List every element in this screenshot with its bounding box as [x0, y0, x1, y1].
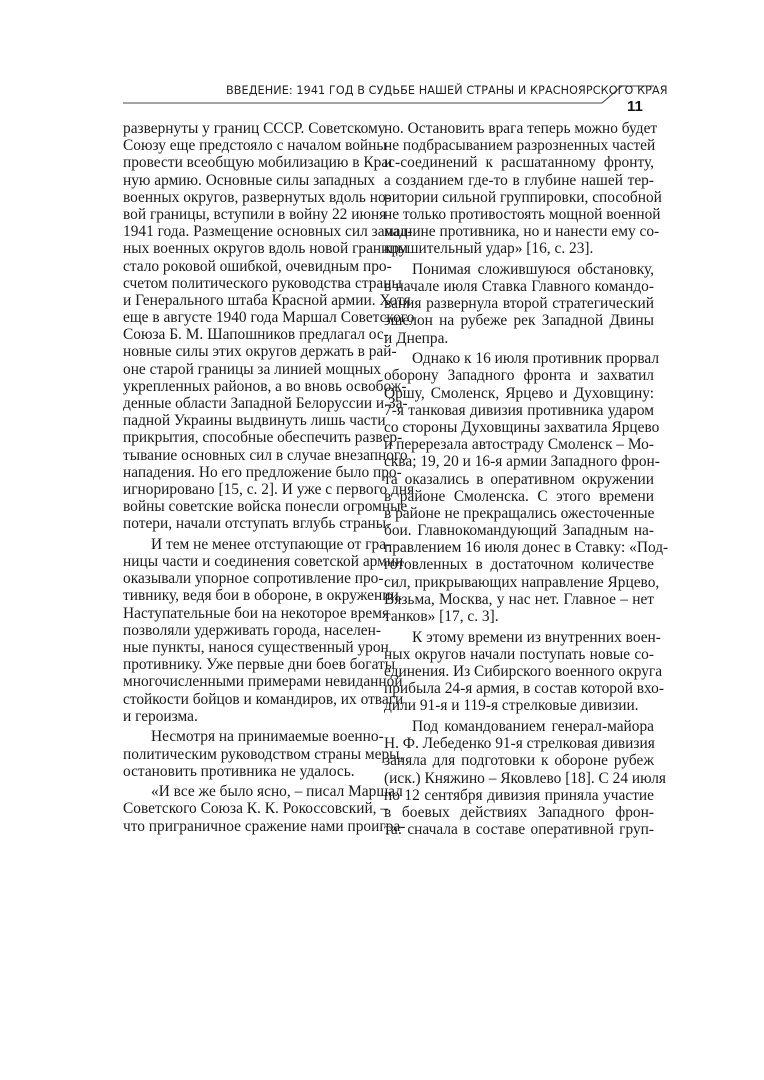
- text-line: в районе Смоленска. С этого времени: [384, 487, 654, 505]
- text-line: дили 91-я и 119-я стрелковые дивизии.: [384, 697, 639, 715]
- text-line: оказывали упорное сопротивление про-: [123, 570, 384, 588]
- text-line: ные пункты, нанося существенный урон: [123, 639, 389, 657]
- text-line: укрепленных районов, а во вновь освобож-: [123, 377, 407, 395]
- text-line: а созданием где-то в глубине нашей тер-: [384, 171, 654, 189]
- text-line: нападения. Но его предложение было про-: [123, 463, 402, 481]
- text-line: падной Украины выдвинуть лишь части: [123, 412, 386, 430]
- text-line: тывание основных сил в случае внезапного: [123, 446, 408, 464]
- text-line: войны советские войска понесли огромные: [123, 498, 408, 516]
- text-line: стойкости бойцов и командиров, их отваги: [123, 690, 404, 708]
- text-line: оборону Западного фронта и захватил: [384, 367, 654, 385]
- text-line: политическим руководством страны меры,: [123, 745, 404, 763]
- text-line: провести всеобщую мобилизацию в Крас-: [123, 154, 401, 172]
- text-line: прибыла 24-я армия, в состав которой вхо-: [384, 680, 664, 698]
- text-line: игнорировано [15, с. 2]. И уже с первого дня: [123, 480, 415, 498]
- paragraph: [123, 120, 415, 533]
- text-line: готовленных в достаточном количестве: [384, 556, 654, 574]
- text-line: по 12 сентября дивизия приняла участие: [384, 786, 654, 804]
- text-line: та: сначала в составе оперативной груп-: [384, 821, 654, 839]
- text-line: что приграничное сражение нами проигра-: [123, 817, 406, 835]
- text-line: в районе не прекращались ожесточенные: [384, 504, 655, 522]
- text-line: заняла для подготовки к обороне рубеж: [384, 752, 654, 770]
- text-line: стало роковой ошибкой, очевидным про-: [123, 257, 392, 275]
- text-line: единения. Из Сибирского военного округа: [384, 662, 663, 680]
- text-line: И тем не менее отступающие от гра-: [151, 535, 392, 553]
- text-line: сил, прикрывающих направление Ярцево,: [384, 573, 660, 591]
- text-line: Н. Ф. Лебеденко 91-я стрелковая дивизия: [384, 735, 655, 753]
- paragraph: [384, 717, 666, 839]
- text-line: оне старой границы за линией мощных: [123, 360, 382, 378]
- paragraph: [123, 728, 404, 780]
- paragraph: [384, 350, 669, 626]
- text-line: ных военных округов вдоль новой границы: [123, 240, 408, 258]
- text-line: машине противника, но и нанести ему со-: [384, 223, 660, 241]
- text-line: Союза Б. М. Шапошников предлагал ос-: [123, 326, 389, 344]
- running-head-title: ВВЕДЕНИЕ: 1941 ГОД В СУДЬБЕ НАШЕЙ СТРАНЫ И КРАСНОЯРСКОГО КРАЯ: [226, 84, 668, 97]
- text-line: развернуты у границ СССР. Советскому: [123, 120, 386, 137]
- text-line: позволяли удерживать города, населен-: [123, 621, 381, 639]
- text-line: и Днепра.: [384, 329, 449, 347]
- text-line: бои. Главнокомандующий Западным на-: [384, 522, 654, 540]
- text-line: сква; 19, 20 и 16-я армии Западного фрон-: [384, 453, 660, 471]
- paragraph: [123, 783, 406, 835]
- text-line: ритории сильной группировки, способной: [384, 188, 662, 206]
- text-line: и героизма.: [123, 707, 198, 725]
- text-line: счетом политического руководства страны: [123, 274, 402, 292]
- page-number: 11: [627, 98, 643, 115]
- text-column-left: [123, 120, 415, 838]
- text-line: Понимая сложившуюся обстановку,: [412, 260, 654, 278]
- text-line: вания развернула второй стратегический: [384, 295, 654, 313]
- text-line: ницы части и соединения советской армии: [123, 553, 404, 571]
- text-line: «И все же было ясно, – писал Маршал: [151, 783, 403, 801]
- text-line: еще в августе 1940 года Маршал Советского: [123, 309, 415, 327]
- text-line: К этому времени из внутренних воен-: [412, 628, 661, 646]
- paragraph: [384, 628, 664, 715]
- text-column-right: [384, 120, 669, 842]
- text-line: многочисленными примерами невиданной: [123, 673, 403, 691]
- text-line: в боевых действиях Западного фрон-: [384, 803, 654, 821]
- paragraph: [384, 261, 654, 347]
- text-line: остановить противника не удалось.: [123, 762, 355, 780]
- text-line: Вязьма, Москва, у нас нет. Главное – нет: [384, 590, 654, 608]
- text-line: Однако к 16 июля противник прорвал: [412, 350, 660, 368]
- text-line: та оказались в оперативном окружении: [384, 470, 654, 488]
- text-line: прикрытия, способные обеспечить развер-: [123, 429, 403, 447]
- text-line: военных округов, развернутых вдоль но-: [123, 188, 391, 206]
- text-line: не только противостоять мощной военной: [384, 205, 661, 223]
- text-line: и перерезала автостраду Смоленск – Мо-: [384, 436, 654, 454]
- text-line: Советского Союза К. К. Рокоссовский, –: [123, 800, 389, 818]
- text-line: ных округов начали поступать новые со-: [384, 645, 654, 663]
- paragraph: [384, 120, 662, 258]
- text-line: крушительный удар» [16, с. 23].: [384, 240, 594, 258]
- text-line: (иск.) Княжино – Яковлево [18]. С 24 июля: [384, 769, 666, 787]
- text-line: но. Остановить врага теперь можно будет: [384, 120, 658, 137]
- text-line: правлением 16 июля донес в Ставку: «Под-: [384, 539, 669, 557]
- text-line: Под командованием генерал-майора: [412, 717, 654, 735]
- text-line: денные области Западной Белоруссии и За-: [123, 395, 408, 412]
- text-line: со стороны Духовщины захватила Ярцево: [384, 418, 660, 436]
- text-line: вой границы, вступили в войну 22 июня: [123, 205, 387, 223]
- text-line: новные силы этих округов держать в рай-: [123, 343, 397, 361]
- text-line: Оршу, Смоленск, Ярцево и Духовщину:: [384, 384, 654, 402]
- text-line: 1941 года. Размещение основных сил запад-: [123, 223, 413, 241]
- text-line: Союзу еще предстояло с началом войны: [123, 137, 387, 155]
- text-line: ную армию. Основные силы западных: [123, 171, 375, 189]
- text-line: тивнику, ведя бои в обороне, в окружении.: [123, 587, 403, 605]
- text-line: Несмотря на принимаемые военно-: [151, 728, 384, 746]
- text-line: потери, начали отступать вглубь страны.: [123, 515, 390, 533]
- text-line: противнику. Уже первые дни боев богаты: [123, 656, 396, 674]
- text-line: Наступательные бои на некоторое время: [123, 604, 390, 622]
- paragraph: [123, 535, 404, 725]
- text-line: и соединений к расшатанному фронту,: [384, 154, 654, 172]
- text-line: в начале июля Ставка Главного командо-: [384, 278, 654, 296]
- text-line: эшелон на рубеже рек Западной Двины: [384, 312, 654, 330]
- text-line: танков» [17, с. 3].: [384, 608, 499, 626]
- text-line: 7-я танковая дивизия противника ударом: [384, 401, 654, 419]
- text-line: не подбрасыванием разрозненных частей: [384, 137, 656, 155]
- text-line: и Генерального штаба Красной армии. Хотя: [123, 291, 411, 309]
